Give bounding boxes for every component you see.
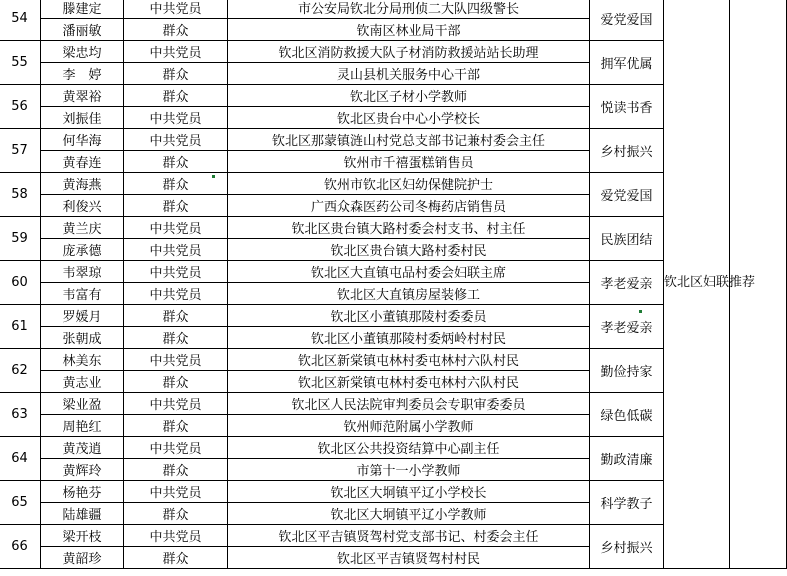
political-status: 中共党员 (124, 0, 228, 19)
group-number: 60 (0, 261, 41, 305)
group-number: 56 (0, 85, 41, 129)
group-number: 54 (0, 0, 41, 41)
work-unit: 灵山县机关服务中心干部 (228, 63, 590, 85)
family-theme: 科学教子 (590, 481, 664, 525)
person-name: 庞承德 (41, 239, 124, 261)
work-unit: 钦北区小董镇那陵村委委员 (228, 305, 590, 327)
person-name: 李 婷 (41, 63, 124, 85)
person-name: 刘振佳 (41, 107, 124, 129)
person-name: 黄志业 (41, 371, 124, 393)
group-number: 65 (0, 481, 41, 525)
person-name: 梁忠均 (41, 41, 124, 63)
political-status: 群众 (124, 547, 228, 569)
family-theme: 绿色低碳 (590, 393, 664, 437)
person-name: 韦富有 (41, 283, 124, 305)
political-status: 群众 (124, 415, 228, 437)
family-theme: 悦读书香 (590, 85, 664, 129)
family-theme: 乡村振兴 (590, 129, 664, 173)
work-unit: 钦北区大垌镇平辽小学校长 (228, 481, 590, 503)
person-name: 陆雄疆 (41, 503, 124, 525)
political-status: 群众 (124, 371, 228, 393)
family-theme: 拥军优属 (590, 41, 664, 85)
person-name: 利俊兴 (41, 195, 124, 217)
political-status: 中共党员 (124, 283, 228, 305)
cell-marker (639, 310, 642, 313)
work-unit: 钦北区大直镇房屋装修工 (228, 283, 590, 305)
political-status: 群众 (124, 173, 228, 195)
cell-marker (212, 175, 215, 178)
person-name: 张朝成 (41, 327, 124, 349)
person-name: 黄辉玲 (41, 459, 124, 481)
political-status: 中共党员 (124, 393, 228, 415)
work-unit: 钦北区贵台中心小学校长 (228, 107, 590, 129)
work-unit: 钦北区那蒙镇涟山村党总支部书记兼村委会主任 (228, 129, 590, 151)
group-number: 58 (0, 173, 41, 217)
person-name: 滕建定 (41, 0, 124, 19)
family-theme: 孝老爱亲 (590, 261, 664, 305)
person-name: 梁业盈 (41, 393, 124, 415)
person-name: 黄春连 (41, 151, 124, 173)
group-number: 61 (0, 305, 41, 349)
group-number: 63 (0, 393, 41, 437)
person-name: 黄茂逍 (41, 437, 124, 459)
political-status: 群众 (124, 305, 228, 327)
work-unit: 钦北区公共投资结算中心副主任 (228, 437, 590, 459)
recommender-cell: 钦北区妇联推荐 (664, 0, 730, 569)
work-unit: 钦州师范附属小学教师 (228, 415, 590, 437)
person-name: 何华海 (41, 129, 124, 151)
work-unit: 钦北区消防救援大队子材消防救援站站长助理 (228, 41, 590, 63)
work-unit: 市公安局钦北分局刑侦二大队四级警长 (228, 0, 590, 19)
work-unit: 钦北区新棠镇屯林村委屯林村六队村民 (228, 371, 590, 393)
work-unit: 钦州市钦北区妇幼保健院护士 (228, 173, 590, 195)
political-status: 中共党员 (124, 41, 228, 63)
political-status: 群众 (124, 327, 228, 349)
family-theme: 爱党爱国 (590, 173, 664, 217)
group-number: 59 (0, 217, 41, 261)
work-unit: 钦北区平吉镇贤驾村党支部书记、村委会主任 (228, 525, 590, 547)
work-unit: 广西众森医药公司冬梅药店销售员 (228, 195, 590, 217)
political-status: 群众 (124, 19, 228, 41)
person-name: 杨艳芬 (41, 481, 124, 503)
political-status: 中共党员 (124, 261, 228, 283)
political-status: 中共党员 (124, 525, 228, 547)
family-theme: 爱党爱国 (590, 0, 664, 41)
table-row (0, 0, 787, 19)
political-status: 群众 (124, 503, 228, 525)
political-status: 群众 (124, 63, 228, 85)
group-number: 62 (0, 349, 41, 393)
person-name: 周艳红 (41, 415, 124, 437)
group-number: 55 (0, 41, 41, 85)
person-name: 潘丽敏 (41, 19, 124, 41)
political-status: 中共党员 (124, 129, 228, 151)
person-name: 林美东 (41, 349, 124, 371)
political-status: 群众 (124, 151, 228, 173)
political-status: 中共党员 (124, 107, 228, 129)
group-number: 57 (0, 129, 41, 173)
family-theme: 乡村振兴 (590, 525, 664, 569)
person-name: 黄海燕 (41, 173, 124, 195)
work-unit: 钦南区林业局干部 (228, 19, 590, 41)
family-theme: 勤政清廉 (590, 437, 664, 481)
person-name: 韦翠琼 (41, 261, 124, 283)
work-unit: 钦州市千禧蛋糕销售员 (228, 151, 590, 173)
political-status: 群众 (124, 195, 228, 217)
political-status: 中共党员 (124, 349, 228, 371)
person-name: 黄兰庆 (41, 217, 124, 239)
person-name: 黄韶珍 (41, 547, 124, 569)
work-unit: 钦北区大垌镇平辽小学教师 (228, 503, 590, 525)
work-unit: 市第十一小学教师 (228, 459, 590, 481)
person-name: 梁开枝 (41, 525, 124, 547)
work-unit: 钦北区小董镇那陵村委炳岭村村民 (228, 327, 590, 349)
family-theme: 孝老爱亲 (590, 305, 664, 349)
political-status: 中共党员 (124, 481, 228, 503)
work-unit: 钦北区新棠镇屯林村委屯林村六队村民 (228, 349, 590, 371)
work-unit: 钦北区子材小学教师 (228, 85, 590, 107)
work-unit: 钦北区人民法院审判委员会专职审委委员 (228, 393, 590, 415)
family-theme: 勤俭持家 (590, 349, 664, 393)
person-name: 黄翠裕 (41, 85, 124, 107)
political-status: 中共党员 (124, 217, 228, 239)
work-unit: 钦北区大直镇屯品村委会妇联主席 (228, 261, 590, 283)
work-unit: 钦北区平吉镇贤驾村村民 (228, 547, 590, 569)
political-status: 群众 (124, 85, 228, 107)
political-status: 群众 (124, 459, 228, 481)
work-unit: 钦北区贵台镇大路村委会村支书、村主任 (228, 217, 590, 239)
family-theme: 民族团结 (590, 217, 664, 261)
group-number: 66 (0, 525, 41, 569)
person-name: 罗媛月 (41, 305, 124, 327)
work-unit: 钦北区贵台镇大路村委村民 (228, 239, 590, 261)
political-status: 中共党员 (124, 239, 228, 261)
group-number: 64 (0, 437, 41, 481)
political-status: 中共党员 (124, 437, 228, 459)
